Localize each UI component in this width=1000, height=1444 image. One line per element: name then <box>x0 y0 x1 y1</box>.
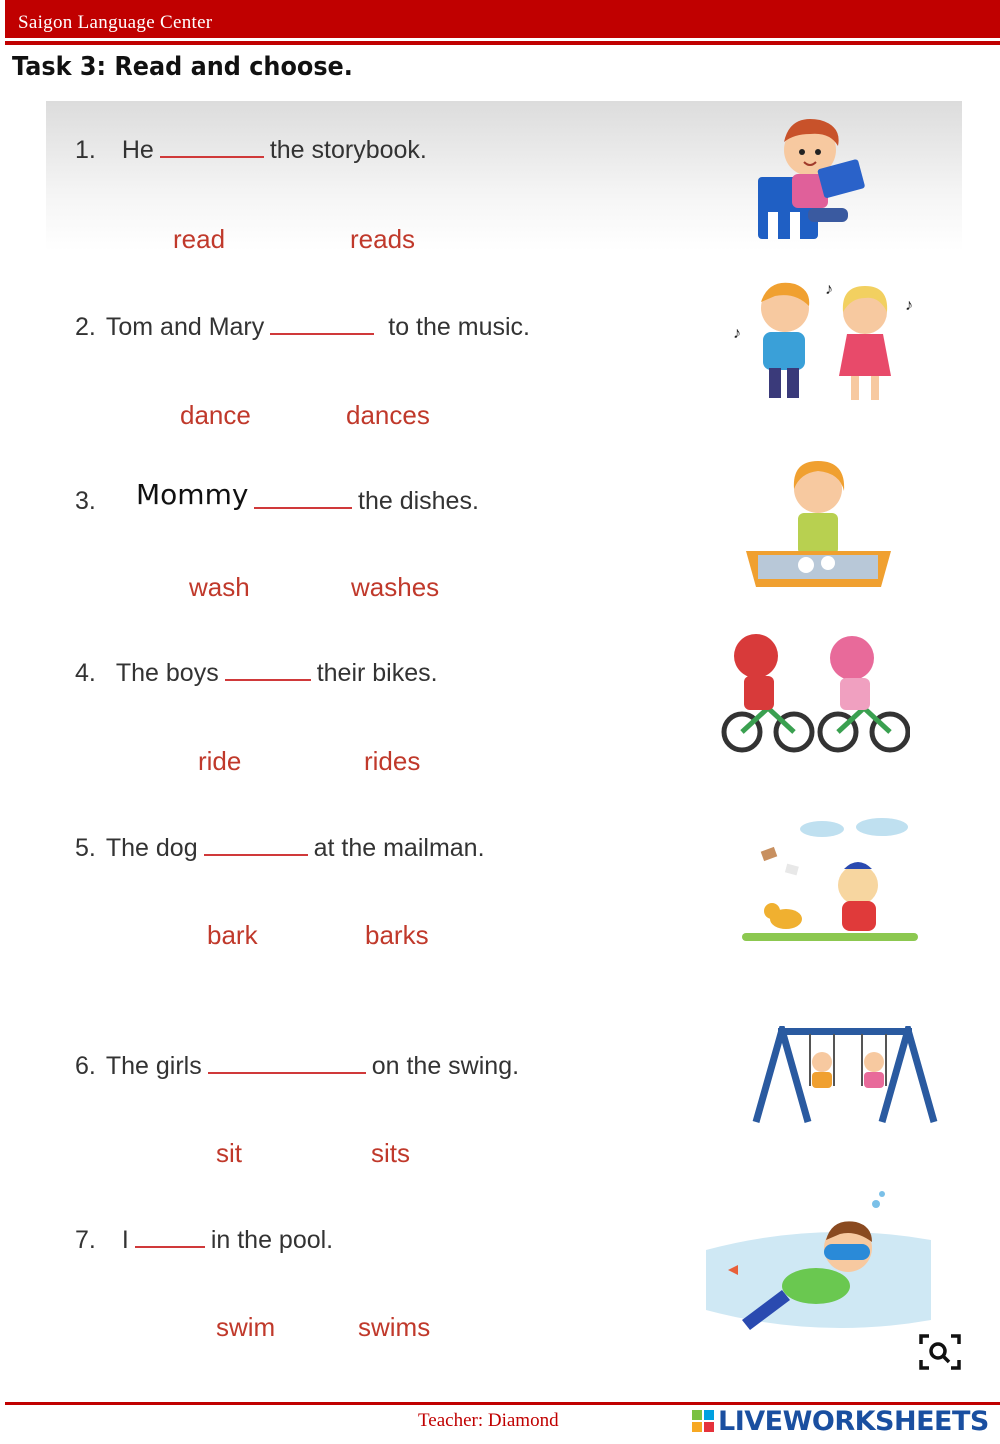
question-3-rest <box>254 487 479 516</box>
answer-blank[interactable] <box>254 487 352 509</box>
question-7 <box>75 1226 333 1255</box>
question-number: 3. <box>75 487 96 515</box>
boy-reading-icon <box>750 112 875 244</box>
svg-text:♪: ♪ <box>825 281 833 298</box>
header-divider <box>5 41 1000 45</box>
option-swims[interactable]: swims <box>358 1312 431 1342</box>
task-title: Task 3: Read and choose. <box>12 52 353 82</box>
question-5 <box>75 834 485 863</box>
question-text-before: I <box>121 1226 129 1254</box>
question-text-after: the storybook. <box>269 136 427 164</box>
girls-on-swing-icon <box>750 1026 940 1124</box>
question-number: 4. <box>75 659 96 687</box>
question-1 <box>75 136 427 165</box>
teacher-name: Teacher: Diamond <box>418 1410 559 1431</box>
question-text-before: The girls <box>105 1052 202 1080</box>
option-reads[interactable]: reads <box>350 224 416 254</box>
question-text-before: The dog <box>105 834 198 862</box>
zoom-search-icon[interactable] <box>918 1332 962 1372</box>
question-number: 1. <box>75 136 96 164</box>
org-name: Saigon Language Center <box>18 12 213 33</box>
dog-barking-mailman-icon <box>732 815 928 945</box>
svg-text:♪: ♪ <box>733 325 741 342</box>
question-number: 6. <box>75 1052 96 1080</box>
answer-blank[interactable] <box>270 313 374 335</box>
question-number: 2. <box>75 313 96 341</box>
question-6 <box>75 1052 519 1081</box>
liveworksheets-logo[interactable] <box>692 1404 989 1438</box>
question-text-after: on the swing. <box>371 1052 520 1080</box>
brand-name: LIVEWORKSHEETS <box>718 1405 989 1437</box>
option-dance[interactable]: dance <box>180 400 251 430</box>
question-text-after: at the mailman. <box>313 834 485 862</box>
option-sit[interactable]: sit <box>216 1138 242 1168</box>
answer-blank[interactable] <box>225 659 311 681</box>
question-2 <box>75 313 530 342</box>
answer-blank[interactable] <box>135 1226 205 1248</box>
mom-washing-dishes-icon <box>736 455 901 593</box>
answer-blank[interactable] <box>160 136 264 158</box>
question-text-after: their bikes. <box>316 659 438 687</box>
question-text-before: He <box>121 136 154 164</box>
question-text-after: to the music. <box>388 313 530 341</box>
question-3 <box>75 487 96 516</box>
option-rides[interactable]: rides <box>364 746 421 776</box>
option-sits[interactable]: sits <box>371 1138 410 1168</box>
question-4 <box>75 659 438 688</box>
answer-blank[interactable] <box>204 834 308 856</box>
option-swim[interactable]: swim <box>216 1312 276 1342</box>
option-washes[interactable]: washes <box>351 572 440 602</box>
question-text-after: the dishes. <box>358 487 479 515</box>
option-bark[interactable]: bark <box>207 920 258 950</box>
question-number: 7. <box>75 1226 96 1254</box>
option-barks[interactable]: barks <box>365 920 429 950</box>
typed-answer[interactable]: Mommy <box>136 478 249 511</box>
question-text-before: Tom and Mary <box>105 313 265 341</box>
question-number: 5. <box>75 834 96 862</box>
option-wash[interactable]: wash <box>189 572 250 602</box>
option-read[interactable]: read <box>173 224 226 254</box>
question-text-after: in the pool. <box>210 1226 334 1254</box>
boys-riding-bikes-icon <box>714 628 910 756</box>
logo-squares-icon <box>692 1410 714 1432</box>
option-ride[interactable]: ride <box>198 746 242 776</box>
option-dances[interactable]: dances <box>346 400 430 430</box>
answer-blank[interactable] <box>208 1052 366 1074</box>
question-text-before: The boys <box>115 659 219 687</box>
kids-dancing-icon <box>725 276 925 406</box>
boy-swimming-icon <box>706 1190 931 1340</box>
svg-text:♪: ♪ <box>905 297 913 314</box>
